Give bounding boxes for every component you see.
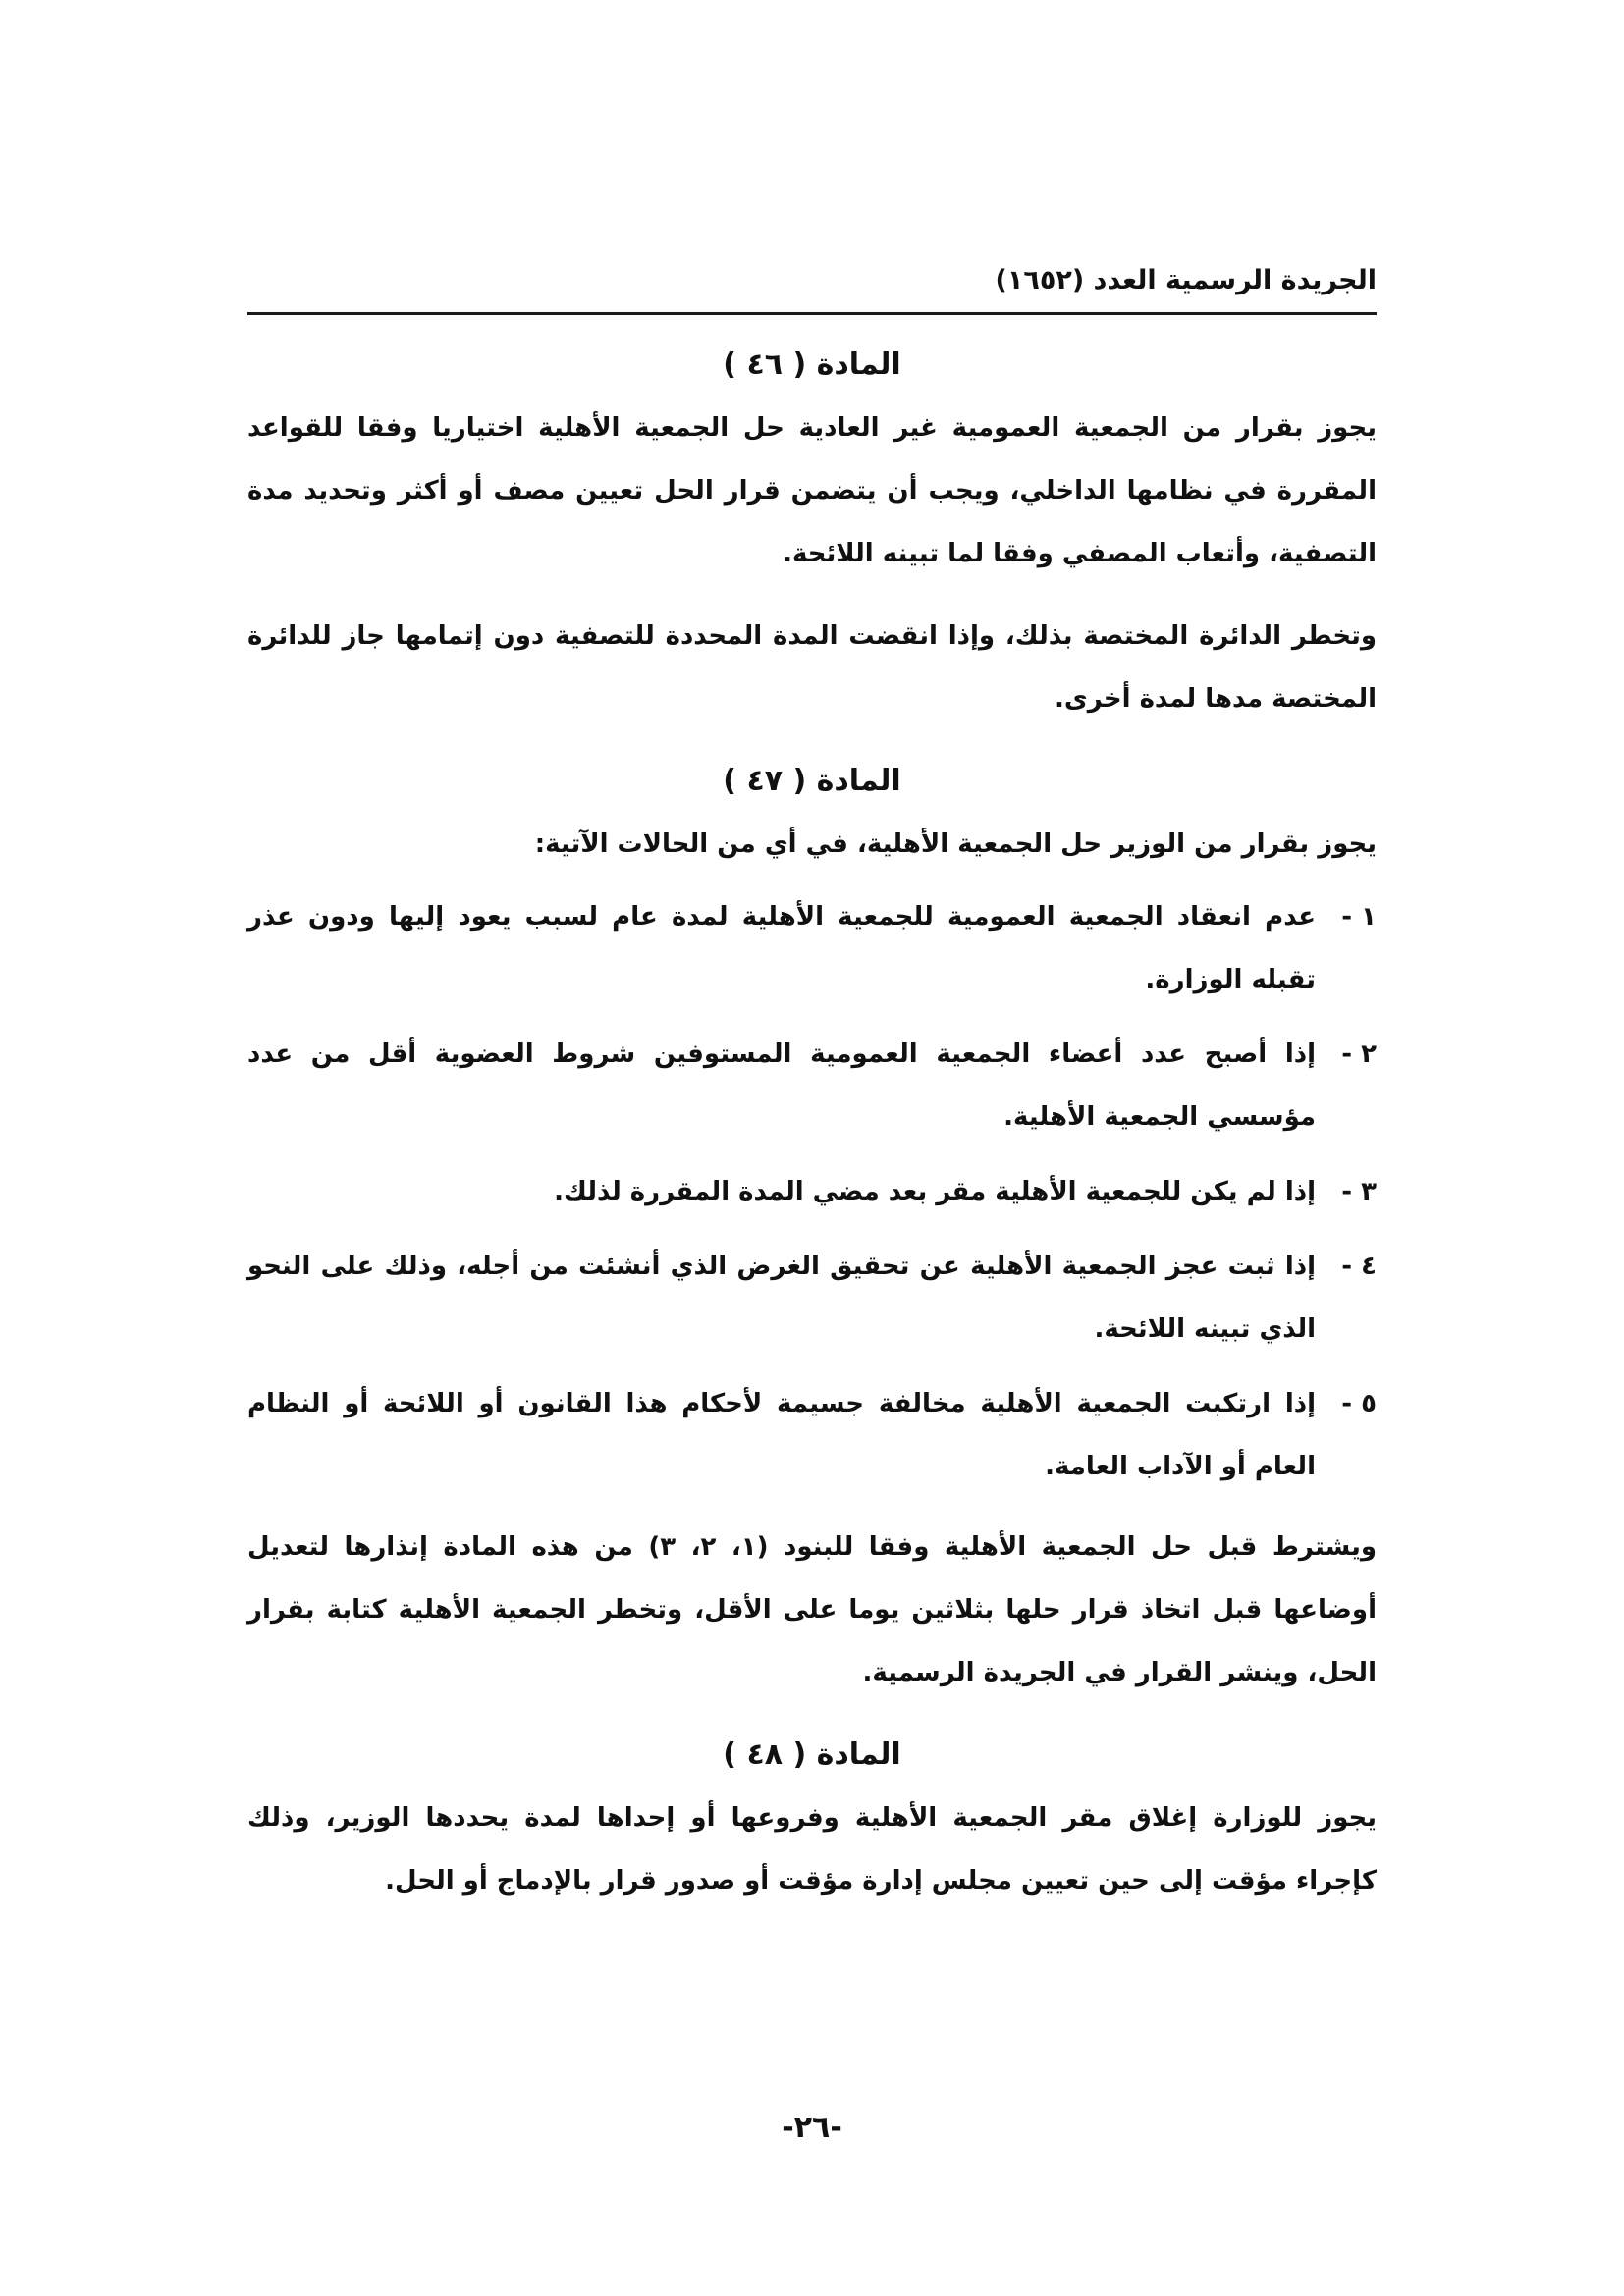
item-text: إذا ارتكبت الجمعية الأهلية مخالفة جسيمة لأحكام هذا القانون أو اللائحة أو النظام العام أو الآداب العامة.	[247, 1389, 1316, 1481]
item-text: إذا ثبت عجز الجمعية الأهلية عن تحقيق الغرض الذي أنشئت من أجله، وذلك على النحو الذي تبينه اللائحة.	[247, 1252, 1316, 1344]
article-intro: يجوز بقرار من الوزير حل الجمعية الأهلية، في أي من الحالات الآتية:	[534, 829, 1377, 859]
list-item	[247, 1372, 1377, 1498]
page-number: -٢٦-	[782, 2110, 842, 2145]
item-text: إذا لم يكن للجمعية الأهلية مقر بعد مضي المدة المقررة لذلك.	[554, 1177, 1316, 1206]
article-paragraph: يجوز بقرار من الجمعية العمومية غير العادية حل الجمعية الأهلية اختياريا وفقا للقواعد المقررة في نظامها الداخلي، ويجب أن يتضمن قرار الحل تعيين مصف أو أكثر وتحديد مدة التصفية، وأتعاب المصفي وفقا لما تبينه اللائحة.	[247, 413, 1377, 568]
article-paragraph: وتخطر الدائرة المختصة بذلك، وإذا انقضت المدة المحددة للتصفية دون إتمامها جاز للدائرة المختصة مدها لمدة أخرى.	[247, 621, 1377, 714]
item-number: ٣ -	[1341, 1177, 1377, 1206]
article-heading: المادة ( ٤٨ )	[723, 1737, 901, 1772]
list-item	[247, 885, 1377, 1011]
article-48	[247, 1724, 1377, 1912]
article-closing-paragraph: ويشترط قبل حل الجمعية الأهلية وفقا للبنود (١، ٢، ٣) من هذه المادة إنذارها لتعديل أوضاعها قبل اتخاذ قرار حلها بثلاثين يوما على الأقل، وتخطر الجمعية الأهلية كتابة بقرار الحل، وينشر القرار في الجريدة الرسمية.	[247, 1532, 1377, 1687]
item-number: ٥ -	[1341, 1389, 1377, 1418]
list-item	[247, 1023, 1377, 1148]
conditions-list	[247, 885, 1377, 1498]
item-number: ٤ -	[1341, 1252, 1377, 1281]
item-number: ١ -	[1341, 902, 1377, 932]
list-item	[247, 1160, 1377, 1223]
article-paragraph: يجوز للوزارة إغلاق مقر الجمعية الأهلية وفروعها أو إحداها لمدة يحددها الوزير، وذلك كإجراء مؤقت إلى حين تعيين مجلس إدارة مؤقت أو صدور قرار بالإدماج أو الحل.	[247, 1803, 1377, 1896]
item-text: عدم انعقاد الجمعية العمومية للجمعية الأهلية لمدة عام لسبب يعود إليها ودون عذر تقبله الوزارة.	[247, 902, 1316, 994]
article-46	[247, 334, 1377, 730]
document-body	[247, 334, 1377, 1932]
article-47	[247, 750, 1377, 1704]
page-header	[247, 263, 1377, 315]
article-heading: المادة ( ٤٦ )	[723, 347, 901, 382]
list-item	[247, 1235, 1377, 1361]
item-text: إذا أصبح عدد أعضاء الجمعية العمومية المستوفين شروط العضوية أقل من عدد مؤسسي الجمعية الأهلية.	[247, 1040, 1316, 1132]
gazette-title: الجريدة الرسمية العدد (١٦٥٢)	[995, 265, 1377, 295]
item-number: ٢ -	[1341, 1040, 1377, 1069]
article-heading: المادة ( ٤٧ )	[723, 764, 901, 798]
